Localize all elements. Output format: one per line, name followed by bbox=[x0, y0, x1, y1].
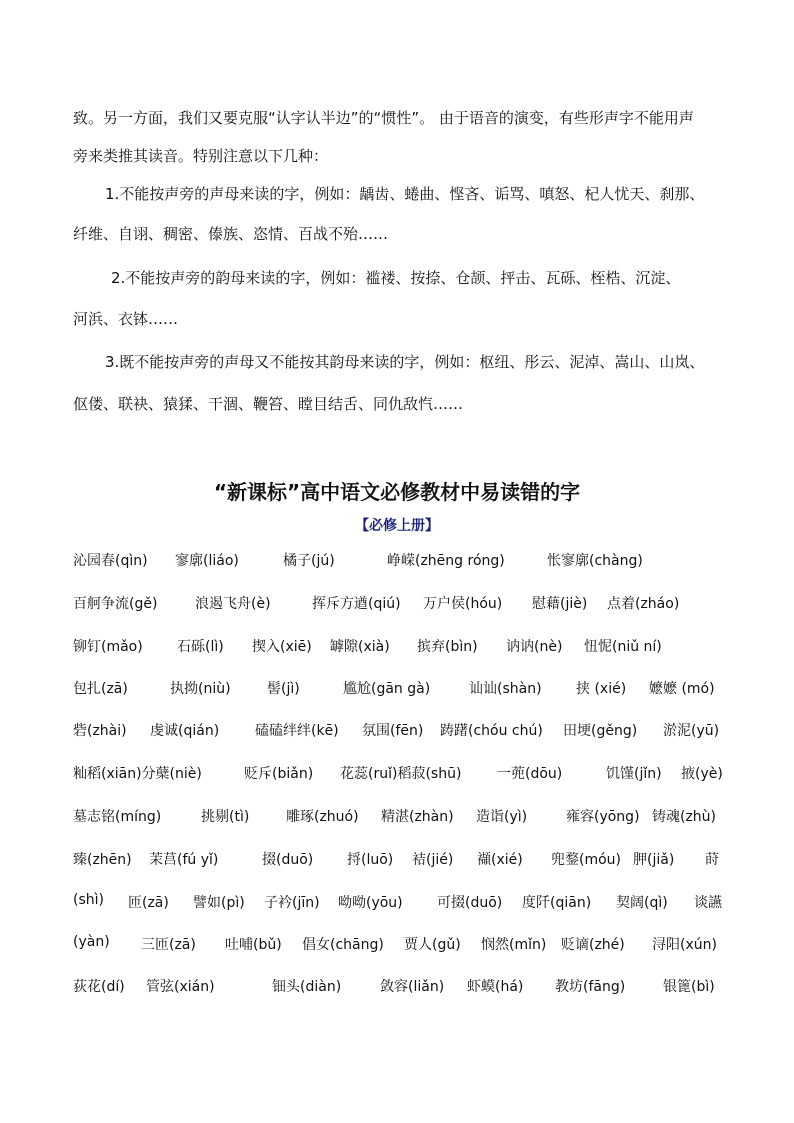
vocab-item: 虔诚(qián) bbox=[150, 723, 220, 739]
vocab-item: 墓志铭(míng) bbox=[73, 809, 162, 825]
vocab-item: 铸魂(zhù) bbox=[652, 809, 717, 825]
vocab-item: 花蕊(ruǐ)稻菽(shū) bbox=[340, 766, 462, 782]
rule-1-text: 1.不能按声旁的声母来读的字，例如：龋齿、蜷曲、悭吝、诟骂、嗔怒、杞人忧天、刹那、 bbox=[105, 185, 705, 203]
vocab-item: 籼稻(xiān)分蘖(niè) bbox=[73, 766, 202, 782]
vocab-item: 髻(jì) bbox=[267, 681, 300, 697]
vocab-item: 田埂(gěng) bbox=[563, 723, 638, 739]
rule-3-text: 3.既不能按声旁的声母又不能按其韵母来读的字，例如：枢纽、彤云、泥淖、嵩山、山岚、 bbox=[105, 353, 705, 371]
vocab-item: 倡女(chāng) bbox=[302, 937, 384, 953]
vocab-item: 教坊(fāng) bbox=[555, 979, 626, 995]
vocab-item: 悯然(mǐn) bbox=[481, 937, 547, 953]
rule-3-text: 伛偻、联袂、猿猱、干涸、鞭笞、瞠目结舌、同仇敌忾…… bbox=[73, 395, 464, 413]
vocab-row bbox=[0, 806, 794, 828]
vocab-item: 一蔸(dōu) bbox=[497, 766, 563, 782]
vocab-item: 敛容(liǎn) bbox=[380, 979, 445, 995]
vocab-item: 淤泥(yū) bbox=[663, 723, 720, 739]
vocab-item: 磕磕绊绊(kē) bbox=[255, 723, 339, 739]
vocab-item: 讪讪(shàn) bbox=[469, 681, 542, 697]
vocab-item: 精湛(zhàn) bbox=[381, 809, 454, 825]
vocab-item: 贬斥(biǎn) bbox=[244, 766, 314, 782]
vocab-item: 契阔(qì) bbox=[616, 895, 668, 911]
vocab-row bbox=[0, 892, 794, 914]
vocab-item: 砦(zhài) bbox=[73, 723, 127, 739]
vocab-item: 胛(jiǎ) bbox=[633, 852, 675, 868]
vocab-item: 茉莒(fú yǐ) bbox=[149, 852, 219, 868]
vocab-item: 峥嵘(zhēng róng) bbox=[387, 553, 505, 569]
vocab-row bbox=[0, 550, 794, 572]
rule-2-text: 河浜、衣钵…… bbox=[73, 310, 179, 328]
vocab-row bbox=[0, 678, 794, 700]
intro-text: 致。另一方面，我们又要克服“认字认半边”的“惯性”。 由于语音的演变，有些形声字不能用声 bbox=[73, 109, 694, 127]
vocab-item: 浔阳(xún) bbox=[652, 937, 717, 953]
vocab-item: 摈弃(bìn) bbox=[417, 639, 478, 655]
vocab-item: 挥斥方遒(qiú) bbox=[312, 596, 401, 612]
vocab-item: 兜鍪(móu) bbox=[551, 852, 621, 868]
vocab-item: 铆钉(mǎo) bbox=[73, 639, 143, 655]
vocab-item: 浪遏飞舟(è) bbox=[195, 596, 271, 612]
vocab-row bbox=[0, 593, 794, 615]
vocab-item: 子衿(jīn) bbox=[264, 895, 320, 911]
vocab-item: 踌躇(chóu chú) bbox=[440, 723, 543, 739]
section-subtitle: 【必修上册】 bbox=[355, 518, 439, 534]
vocab-item: 挟 (xié) bbox=[576, 681, 627, 697]
vocab-item: 讷讷(nè) bbox=[506, 639, 563, 655]
vocab-item: 钿头(diàn) bbox=[272, 979, 342, 995]
vocab-item: 揳入(xiē) bbox=[252, 639, 312, 655]
vocab-item: 罅隙(xià) bbox=[330, 639, 390, 655]
vocab-item: 管弦(xián) bbox=[146, 979, 215, 995]
vocab-item: 氛围(fēn) bbox=[362, 723, 424, 739]
vocab-row bbox=[0, 976, 794, 998]
vocab-row bbox=[0, 763, 794, 785]
vocab-item: 譬如(pì) bbox=[193, 895, 245, 911]
vocab-item: 嬷嬷 (mó) bbox=[649, 681, 715, 697]
vocab-item: 度阡(qiān) bbox=[522, 895, 592, 911]
vocab-item: 怅寥廓(chàng) bbox=[547, 553, 643, 569]
vocab-item: 捋(luō) bbox=[347, 852, 394, 868]
vocab-item: 袺(jié) bbox=[412, 852, 454, 868]
vocab-row bbox=[0, 849, 794, 871]
vocab-row bbox=[0, 720, 794, 742]
vocab-item: 三匝(zā) bbox=[141, 937, 196, 953]
vocab-item: 雍容(yōng) bbox=[566, 809, 640, 825]
vocab-item: 橘子(jú) bbox=[283, 553, 335, 569]
vocab-item: 挑剔(tì) bbox=[201, 809, 250, 825]
vocab-item: (shì) bbox=[73, 892, 104, 908]
vocab-item: 造诣(yì) bbox=[476, 809, 528, 825]
vocab-item: 慰藉(jiè) bbox=[532, 596, 588, 612]
vocab-item: 点着(zháo) bbox=[607, 596, 680, 612]
vocab-item: 百舸争流(gě) bbox=[73, 596, 158, 612]
vocab-item: 匝(zā) bbox=[128, 895, 169, 911]
vocab-item: 襭(xié) bbox=[477, 852, 523, 868]
vocab-item: 执拗(niù) bbox=[170, 681, 231, 697]
vocab-row bbox=[0, 636, 794, 658]
rule-2-text: 2.不能按声旁的韵母来读的字，例如：褴褛、按捺、仓颉、抨击、瓦砾、桎梏、沉淀、 bbox=[111, 269, 681, 287]
vocab-item: 寥廓(liáo) bbox=[175, 553, 239, 569]
vocab-item: 包扎(zā) bbox=[73, 681, 128, 697]
vocab-item: 贾人(gǔ) bbox=[404, 937, 461, 953]
vocab-item: 沁园春(qìn) bbox=[73, 553, 148, 569]
vocab-item: 掇(duō) bbox=[262, 852, 314, 868]
vocab-item: 饥馑(jǐn) bbox=[606, 766, 662, 782]
vocab-item: 尴尬(gān gà) bbox=[343, 681, 431, 697]
vocab-row bbox=[0, 934, 794, 956]
vocab-item: 吐哺(bǔ) bbox=[225, 937, 282, 953]
vocab-item: 掖(yè) bbox=[681, 766, 723, 782]
vocab-item: 谈讌 bbox=[694, 895, 722, 911]
intro-text: 旁来类推其读音。特别注意以下几种： bbox=[73, 147, 329, 165]
rule-1-text: 纤维、自诩、稠密、傣族、恣情、百战不殆…… bbox=[73, 225, 389, 243]
vocab-item: 雕琢(zhuó) bbox=[286, 809, 359, 825]
vocab-item: 石砾(lì) bbox=[177, 639, 224, 655]
vocab-item: 莳 bbox=[705, 852, 719, 868]
vocab-item: 忸怩(niǔ ní) bbox=[584, 639, 662, 655]
vocab-item: 荻花(dí) bbox=[73, 979, 125, 995]
vocab-item: 臻(zhēn) bbox=[73, 852, 132, 868]
vocab-item: 虾蟆(há) bbox=[467, 979, 524, 995]
vocab-item: (yàn) bbox=[73, 934, 110, 950]
vocab-item: 贬谪(zhé) bbox=[561, 937, 625, 953]
vocab-item: 银篦(bì) bbox=[663, 979, 715, 995]
vocab-item: 呦呦(yōu) bbox=[338, 895, 403, 911]
vocab-item: 万户侯(hóu) bbox=[423, 596, 503, 612]
vocab-item: 可掇(duō) bbox=[437, 895, 503, 911]
section-title: “新课标”高中语文必修教材中易读错的字 bbox=[213, 480, 581, 504]
